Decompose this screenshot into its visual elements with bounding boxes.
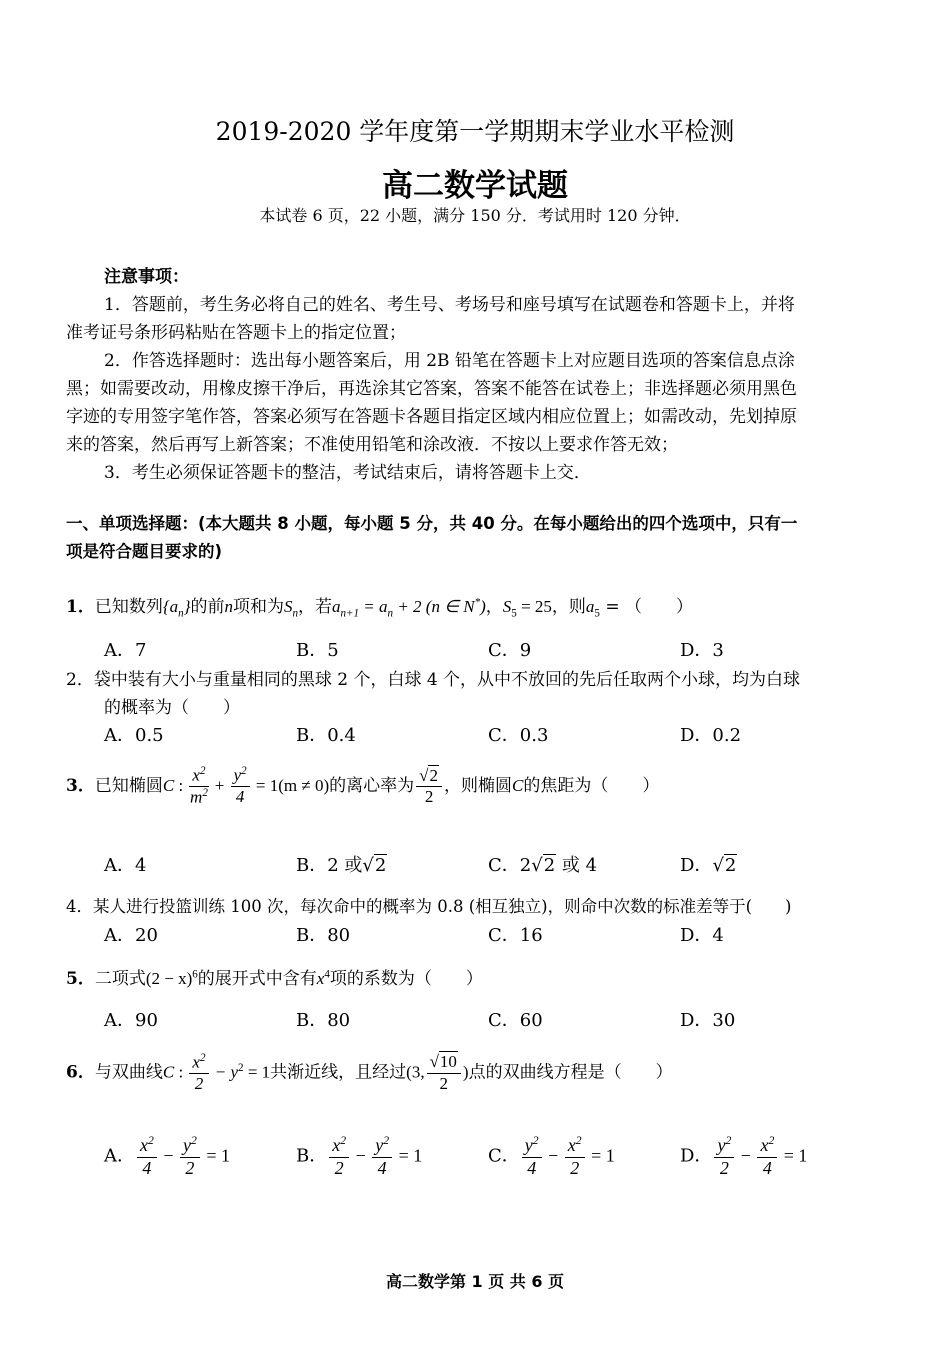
q2-option-a: A．0.5 — [104, 725, 164, 746]
q6-opt-n2-sup: 2 — [383, 1134, 390, 1147]
q6-opt-n1-sup: 2 — [340, 1134, 347, 1147]
notice-heading: 注意事项： — [104, 267, 189, 287]
q4-option-b: B．80 — [296, 925, 351, 946]
q3-eccentricity: $\frac{√2}{2}$ — [416, 766, 442, 808]
q1-rec-mid-sub: n — [387, 607, 394, 620]
q6-opt-n2: y — [183, 1135, 191, 1155]
q3-option-d: D．√2 — [680, 855, 737, 876]
q3-opt-d-pre: D． — [680, 855, 713, 876]
question-number: 1． — [66, 597, 95, 617]
q3-text-1: 已知椭圆 — [94, 776, 163, 797]
q6-eq: = 1 — [243, 1062, 271, 1082]
q3-text-2: 的离心率为 — [329, 776, 415, 797]
q6-opt-n2: x — [760, 1135, 769, 1155]
q3-eq: = 1(m ≠ 0) — [251, 776, 330, 796]
q1-text-3: 项和为 — [233, 597, 284, 617]
q6-opt-minus: − — [158, 1145, 178, 1166]
q5-expr: (2 − x) — [145, 969, 193, 988]
q1-n: n — [224, 597, 233, 616]
q3-colon: : — [174, 776, 188, 796]
section-heading-line-1: 一、单项选择题：(本大题共 8 小题，每小题 5 分，共 40 分。在每小题给出的四个选项中，只有一 — [66, 514, 798, 533]
q2-option-c: C．0.3 — [488, 725, 549, 746]
q6-opt-n1-sup: 2 — [148, 1134, 154, 1147]
q6-opt-n2-sup: 2 — [191, 1134, 197, 1147]
q3-plus: + — [210, 776, 229, 796]
q1-a5: a — [585, 597, 595, 616]
question-2-line-2: 的概率为（ ） — [104, 698, 240, 718]
q6-opt-d1: 2 — [334, 1157, 344, 1178]
q1-option-a: A．7 — [104, 640, 147, 661]
q3-f2-den: 4 — [235, 787, 245, 807]
q1-rec-mid: = a — [359, 597, 388, 616]
q6-option-b — [296, 1134, 422, 1179]
q3-text-3: ，则椭圆 — [443, 776, 512, 797]
q6-opt-n1-sup: 2 — [725, 1134, 732, 1147]
q1-option-d: D．3 — [680, 640, 724, 661]
q3-opt-c-root: 2 — [543, 855, 556, 876]
q3-fraction-1 — [189, 765, 208, 808]
q1-rec-close: ) — [480, 597, 486, 616]
q2-option-d: D．0.2 — [680, 725, 742, 746]
q6-opt-n2: x — [567, 1135, 576, 1155]
q6-opt-d2: 4 — [762, 1157, 772, 1178]
q4-option-c: C．16 — [488, 925, 543, 946]
question-1 — [66, 592, 693, 619]
question-4: 4．某人进行投篮训练 100 次，每次命中的概率为 0.8 (相互独立)，则命中次数的标准差等于( ) — [66, 897, 792, 916]
question-5 — [66, 964, 483, 989]
page-footer: 高二数学第 1 页 共 6 页 — [385, 1272, 565, 1291]
q5-text-1: 二项式 — [94, 969, 146, 989]
q3-f1-num: x — [192, 765, 200, 785]
q5-option-c: C．60 — [488, 1010, 543, 1031]
q6-opt-label: C． — [488, 1145, 520, 1167]
q6-opt-n2-sup: 2 — [768, 1134, 775, 1147]
q6-pt-den: 2 — [439, 1073, 448, 1093]
q1-recurrence — [332, 596, 486, 620]
q6-C: C — [162, 1062, 175, 1082]
q6-opt-rhs: = 1 — [779, 1145, 808, 1166]
q5-pow2: 4 — [324, 968, 330, 981]
q6-opt-n1: y — [524, 1135, 533, 1155]
q6-opt-d2: 2 — [570, 1157, 580, 1178]
q1-option-c: C．9 — [488, 640, 532, 661]
q6-opt-label: D． — [680, 1145, 713, 1167]
q6-pt-root: 10 — [439, 1052, 457, 1072]
q3-opt-b-root: 2 — [374, 855, 387, 876]
q6-point-fraction: $\frac{√10}{2}$ — [427, 1052, 461, 1094]
q5-x: x — [316, 969, 325, 988]
q3-e-root: 2 — [429, 765, 438, 785]
q1-s5: S — [502, 597, 512, 616]
q6-option-d — [680, 1134, 807, 1179]
q3-option-b: B．2 或√2 — [296, 855, 387, 876]
q3-f1-num-sup: 2 — [199, 765, 206, 777]
q6-opt-d1: 2 — [719, 1157, 729, 1178]
notice-item-3: 3．考生必须保证答题卡的整洁，考试结束后，请将答题卡上交． — [104, 463, 591, 483]
q1-text-5: ， — [485, 597, 503, 617]
q3-option-a: A．4 — [104, 855, 147, 876]
q1-a5-sub: 5 — [594, 607, 600, 620]
q1-text-7: = （ ） — [599, 597, 694, 617]
q6-pt-pre: (3, — [406, 1062, 425, 1082]
question-2-line-1: 2．袋中装有大小与重量相同的黑球 2 个，白球 4 个，从中不放回的先后任取两个小球，均为白球 — [66, 670, 801, 690]
q3-opt-c-pre: C．2 — [488, 855, 532, 876]
q5-text-3: 项的系数为（ ） — [329, 969, 483, 989]
q3-opt-b-pre: B．2 或 — [296, 855, 363, 876]
q1-rec-star: * — [474, 596, 481, 609]
q1-s5-sub: 5 — [511, 607, 517, 620]
question-number: 5． — [66, 969, 95, 989]
q1-seq-close: } — [183, 597, 191, 616]
q3-f2-num-sup: 2 — [241, 765, 247, 778]
q6-opt-minus: − — [543, 1145, 563, 1166]
q3-option-c: C．2√2 或 4 — [488, 855, 598, 876]
q3-C: C — [162, 776, 175, 796]
q6-opt-minus: − — [351, 1145, 371, 1166]
q1-s5-val: = 25 — [516, 597, 552, 616]
exam-info: 本试卷 6 页，22 小题，满分 150 分．考试用时 120 分钟． — [259, 206, 691, 225]
q3-text-4: 的焦距为（ ） — [523, 776, 660, 797]
q6-f-num: x — [192, 1052, 200, 1072]
q1-option-b: B．5 — [296, 640, 339, 661]
q6-text-3: 点的双曲线方程是（ ） — [468, 1062, 673, 1083]
q1-text-2: 的前 — [190, 597, 225, 617]
q6-opt-minus: − — [736, 1145, 756, 1166]
q4-option-d: D．4 — [680, 925, 724, 946]
q6-opt-rhs: = 1 — [394, 1145, 423, 1166]
notice-item-2-line-2: 黑；如需要改动，用橡皮擦干净后，再选涂其它答案，答案不能答在试卷上；非选择题必须用黑色 — [66, 379, 797, 399]
q1-text-6: ，则 — [551, 597, 586, 617]
q6-f-num-sup: 2 — [199, 1052, 206, 1064]
q6-opt-d1: 4 — [527, 1157, 537, 1178]
q6-opt-n2: y — [375, 1135, 384, 1155]
q6-opt-n2-sup: 2 — [575, 1134, 582, 1147]
q6-f-den: 2 — [194, 1074, 204, 1094]
q5-option-d: D．30 — [680, 1010, 736, 1031]
notice-item-2-line-1: 2．作答选择题时：选出每小题答案后，用 2B 铅笔在答题卡上对应题目选项的答案信息点涂 — [104, 351, 795, 371]
notice-item-2-line-3: 字迹的专用签字笔作答，答案必须写在答题卡各题目指定区域内相应位置上；如需改动，先划掉原 — [66, 407, 797, 427]
q1-seq-open: {a — [162, 597, 179, 616]
q6-text-2: 共渐近线，且经过 — [270, 1062, 407, 1083]
q6-opt-d2: 4 — [377, 1157, 387, 1178]
notice-item-1-line-2: 准考证号条形码粘贴在答题卡上的指定位置； — [66, 323, 406, 343]
question-6 — [66, 1052, 673, 1094]
question-number: 6． — [66, 1062, 95, 1083]
q3-fraction-2 — [231, 765, 250, 807]
q1-text-4: ，若 — [298, 597, 333, 617]
q1-seq — [162, 597, 191, 620]
q1-seq-sub: n — [178, 607, 184, 620]
q1-text: 已知数列 — [94, 597, 163, 617]
q6-minus-y: − y — [210, 1062, 239, 1082]
q6-opt-n1: x — [332, 1135, 341, 1155]
q5-pow: 6 — [192, 968, 198, 981]
q3-e-den: 2 — [424, 787, 434, 807]
q6-opt-d2: 2 — [185, 1157, 195, 1178]
q1-S-sub: n — [292, 607, 299, 620]
question-number: 3． — [66, 776, 95, 797]
q6-opt-n1: x — [140, 1135, 148, 1155]
q6-y-sup: 2 — [238, 1062, 244, 1075]
q5-text-2: 的展开式中含有 — [197, 969, 317, 989]
q6-option-a — [104, 1134, 230, 1179]
q4-option-a: A．20 — [104, 925, 158, 946]
q5-option-a: A．90 — [104, 1010, 158, 1031]
q1-rec-rhs: + 2 (n ∈ N — [393, 597, 475, 616]
q3-f1-den: m — [190, 787, 203, 807]
q6-opt-label: B． — [296, 1145, 328, 1167]
q1-rec-lhs-sub: n+1 — [340, 607, 360, 620]
q5-option-b: B．80 — [296, 1010, 351, 1031]
notice-item-1-line-1: 1．答题前，考生务必将自己的姓名、考生号、考场号和座号填写在试题卷和答题卡上，并将 — [104, 295, 795, 315]
exam-title: 2019-2020 学年度第一学期期末学业水平检测 — [215, 117, 735, 146]
q6-opt-rhs: = 1 — [586, 1145, 615, 1166]
q2-option-b: B．0.4 — [296, 725, 356, 746]
q6-colon: : — [174, 1062, 188, 1082]
q1-S: S — [284, 597, 293, 616]
q6-opt-label: A． — [104, 1145, 135, 1167]
question-3 — [66, 765, 659, 808]
q3-C-2: C — [511, 776, 524, 796]
q3-opt-c-post: 或 4 — [561, 855, 598, 876]
q6-fraction — [189, 1052, 208, 1094]
q6-pt-post: ) — [462, 1062, 469, 1082]
q6-opt-rhs: = 1 — [201, 1145, 230, 1166]
notice-item-2-line-4: 来的答案，然后再写上新答案；不准使用铅笔和涂改液．不按以上要求作答无效； — [66, 435, 678, 455]
q6-opt-d1: 4 — [142, 1157, 152, 1178]
section-heading-line-2: 项是符合题目要求的) — [66, 542, 223, 561]
q1-rec-lhs: a — [332, 597, 341, 616]
subject-title: 高二数学试题 — [382, 168, 568, 204]
q3-f1-den-sup: 2 — [202, 787, 208, 800]
q6-opt-n1: y — [717, 1135, 726, 1155]
q3-opt-d-root: 2 — [724, 855, 737, 876]
q6-text-1: 与双曲线 — [94, 1062, 163, 1083]
q3-f2-num: y — [233, 765, 242, 785]
q6-option-c — [488, 1134, 615, 1179]
q6-opt-n1-sup: 2 — [532, 1134, 539, 1147]
